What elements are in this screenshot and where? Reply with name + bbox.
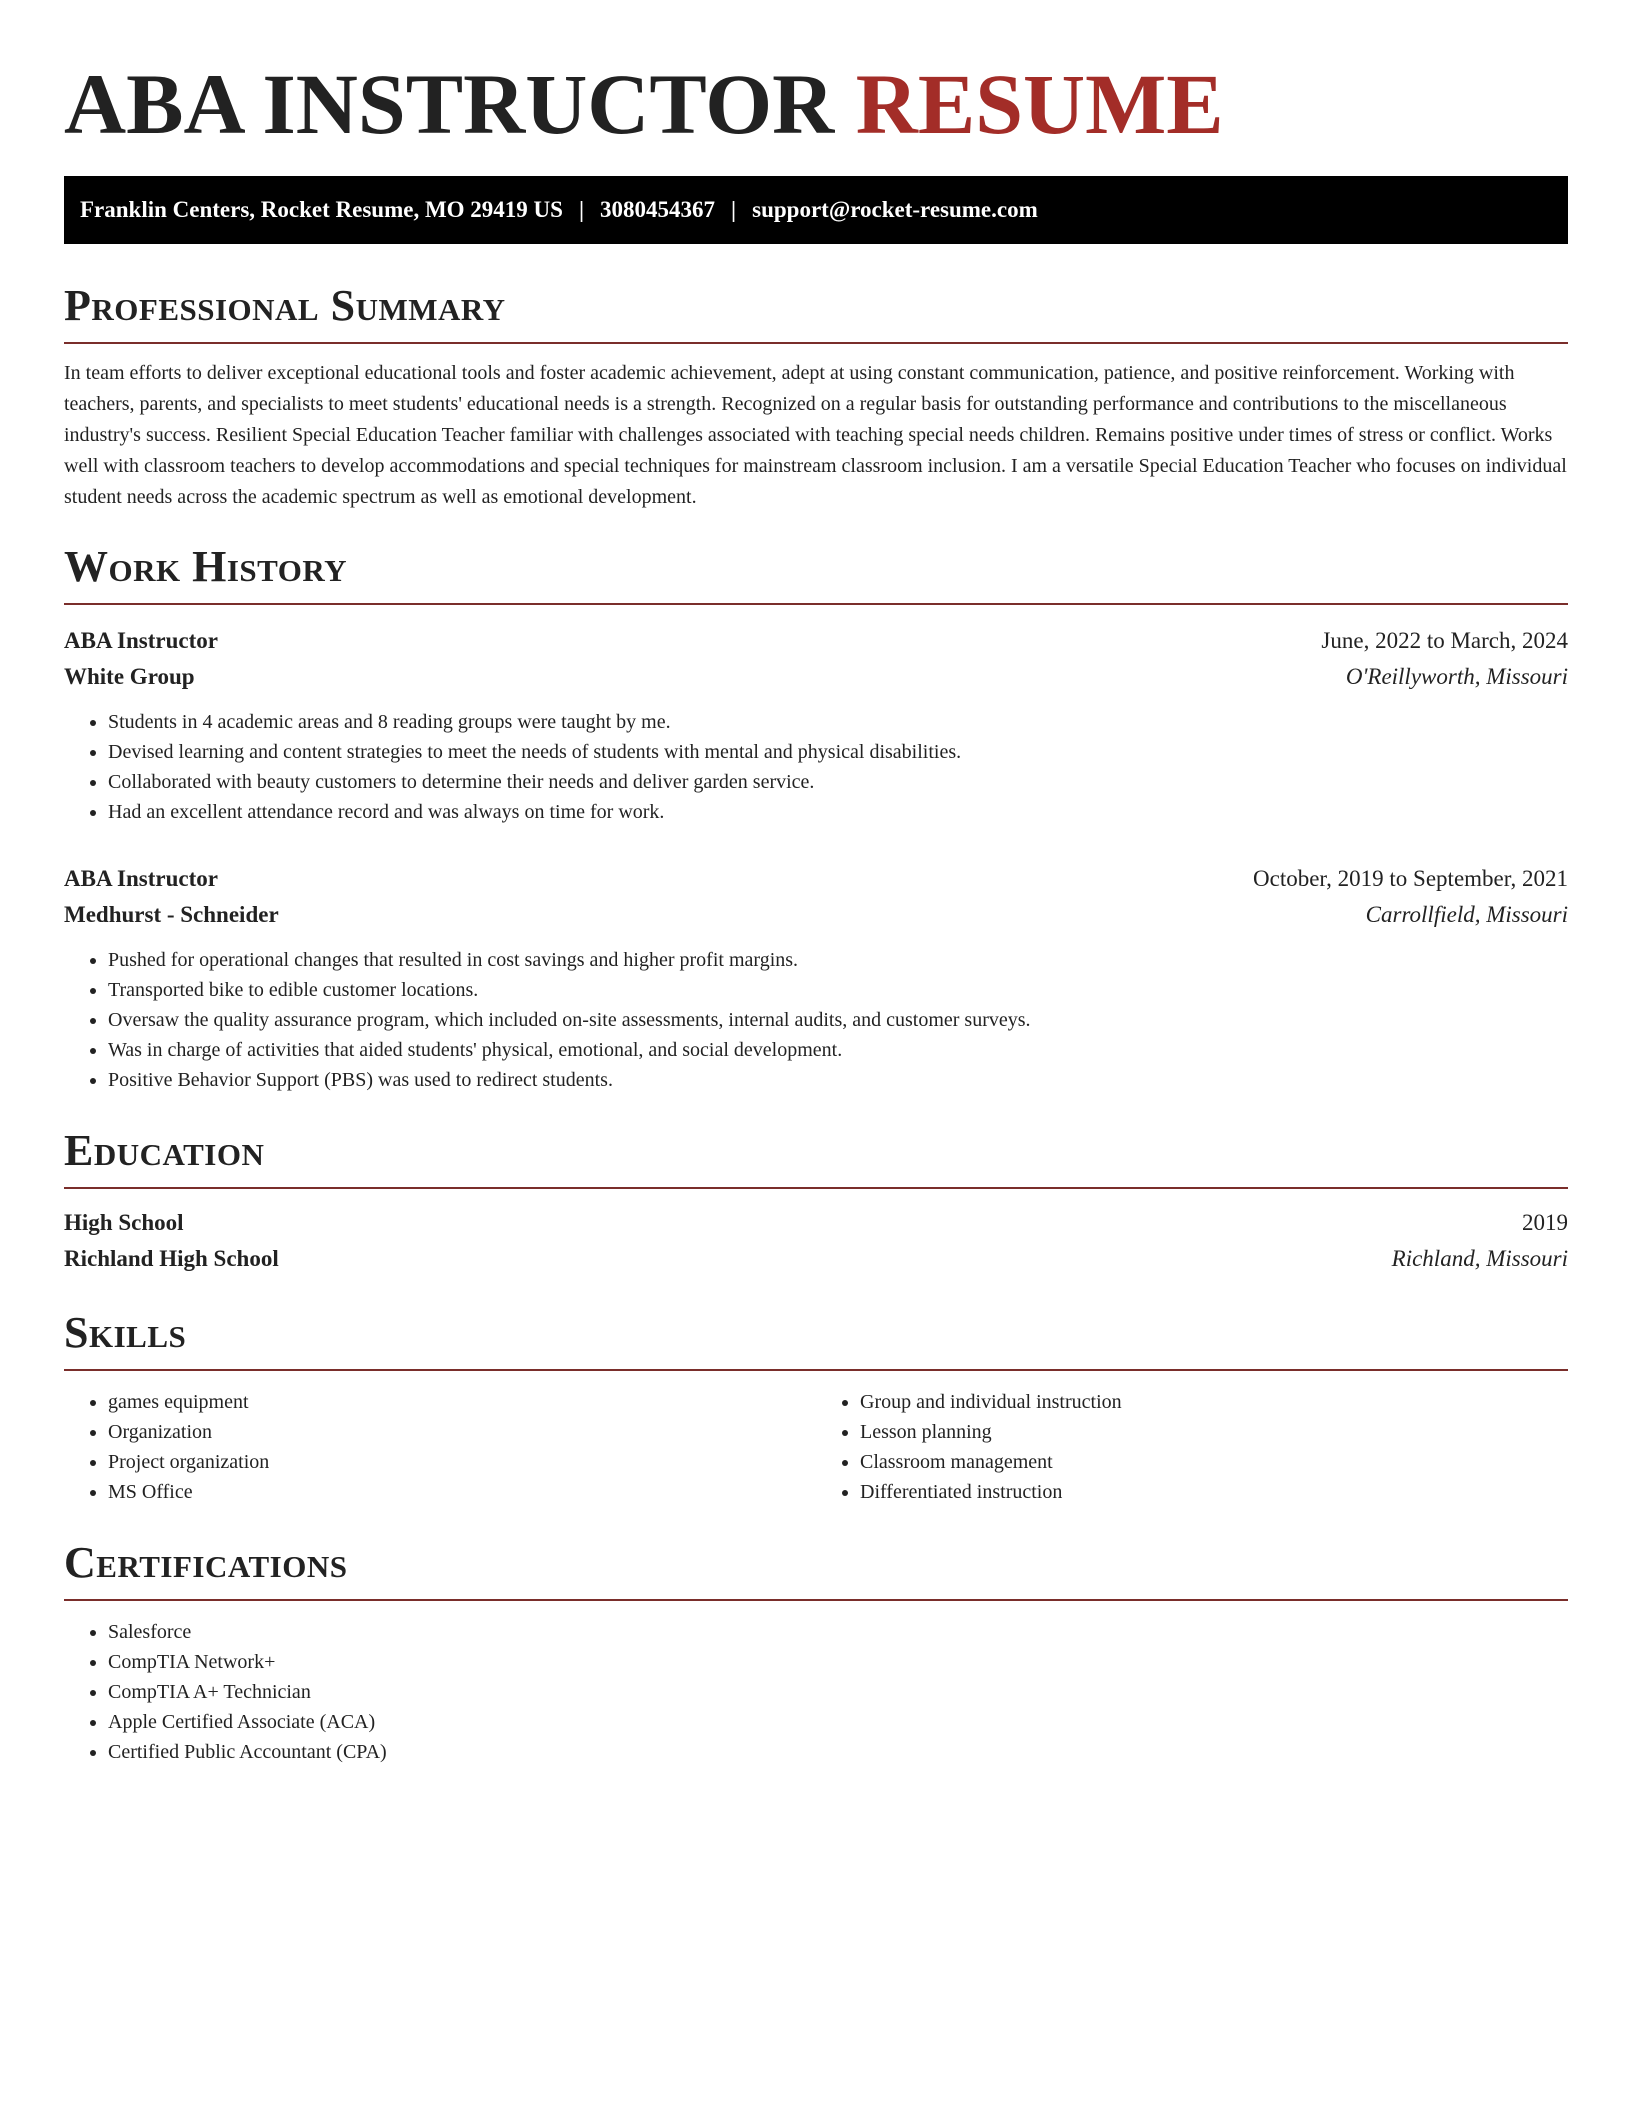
certification-item: • Salesforce [108, 1617, 1568, 1647]
skill-item: • Group and individual instruction [860, 1387, 1568, 1417]
job-company: White Group [64, 664, 195, 689]
education-degree-row [64, 1205, 1568, 1241]
skills-grid [64, 1387, 1568, 1507]
resume-title [64, 0, 1568, 152]
job-dates: June, 2022 to March, 2024 [1321, 628, 1568, 653]
job-title-row [64, 861, 1568, 897]
certification-item: • Apple Certified Associate (ACA) [108, 1707, 1568, 1737]
education-year: 2019 [1522, 1210, 1568, 1235]
job-bullets [64, 707, 1568, 827]
job-company: Medhurst - Schneider [64, 902, 279, 927]
job-location: O'Reillyworth, Missouri [1345, 664, 1568, 689]
education-heading: Education [64, 1125, 1568, 1189]
skill-item: • games equipment [108, 1387, 816, 1417]
job-company-row [64, 659, 1568, 695]
job-bullet: • Students in 4 academic areas and 8 reading groups were taught by me. [108, 707, 1568, 737]
certifications-heading: Certifications [64, 1537, 1568, 1601]
job-entry [64, 861, 1568, 1095]
skills-section [64, 1307, 1568, 1507]
job-title: ABA Instructor [64, 866, 218, 891]
job-bullets [64, 945, 1568, 1095]
skill-item: • MS Office [108, 1477, 816, 1507]
contact-phone: 3080454367 [600, 197, 716, 222]
contact-separator: | [578, 197, 585, 222]
summary-section [64, 280, 1568, 513]
skills-right-column [816, 1387, 1568, 1507]
job-dates: October, 2019 to September, 2021 [1253, 866, 1568, 891]
certification-item: • CompTIA Network+ [108, 1647, 1568, 1677]
certification-item: • CompTIA A+ Technician [108, 1677, 1568, 1707]
job-bullet: • Pushed for operational changes that resulted in cost savings and higher profit margins. [108, 945, 1568, 975]
skill-item: • Classroom management [860, 1447, 1568, 1477]
skill-item: • Project organization [108, 1447, 816, 1477]
job-location: Carrollfield, Missouri [1365, 902, 1568, 927]
skill-item: • Differentiated instruction [860, 1477, 1568, 1507]
education-entry [64, 1205, 1568, 1277]
contact-email[interactable]: support@rocket-resume.com [752, 197, 1038, 222]
work-history-heading: Work History [64, 541, 1568, 605]
skills-left-column [64, 1387, 816, 1507]
job-bullet: • Positive Behavior Support (PBS) was used to redirect students. [108, 1065, 1568, 1095]
job-bullet: • Had an excellent attendance record and was always on time for work. [108, 797, 1568, 827]
job-entry [64, 623, 1568, 827]
certifications-list [64, 1617, 1568, 1767]
education-location: Richland, Missouri [1391, 1246, 1568, 1271]
job-bullet: • Devised learning and content strategies to meet the needs of students with mental and physical disabilities. [108, 737, 1568, 767]
education-school: Richland High School [64, 1246, 279, 1271]
job-title: ABA Instructor [64, 628, 218, 653]
skill-item: • Lesson planning [860, 1417, 1568, 1447]
job-bullet: • Collaborated with beauty customers to determine their needs and deliver garden service. [108, 767, 1568, 797]
summary-text: In team efforts to deliver exceptional educational tools and foster academic achievement, adept at using constant communication, patience, and positive reinforcement. Working with teachers, parents, and specialists to meet students' educational needs is a strength. Recognized on a regular basis for outstanding performance and contributions to the miscellaneous industry's success. Resilient Special Education Teacher familiar with challenges associated with teaching special needs children. Remains positive under times of stress or conflict. Works well with classroom teachers to develop accommodations and special techniques for mainstream classroom inclusion. I am a versatile Special Education Teacher who focuses on individual student needs across the academic spectrum as well as emotional development. [64, 362, 1567, 508]
skills-heading: Skills [64, 1307, 1568, 1371]
job-bullet: • Was in charge of activities that aided students' physical, emotional, and social development. [108, 1035, 1568, 1065]
job-title-row [64, 623, 1568, 659]
contact-address: Franklin Centers, Rocket Resume, MO 29419 US [80, 197, 563, 222]
title-main: ABA INSTRUCTOR [64, 56, 835, 152]
title-accent: RESUME [855, 56, 1224, 152]
education-school-row [64, 1241, 1568, 1277]
certifications-section [64, 1537, 1568, 1767]
job-bullet: • Oversaw the quality assurance program, which included on-site assessments, internal audits, and customer surveys. [108, 1005, 1568, 1035]
summary-heading: Professional Summary [64, 280, 1568, 344]
contact-separator: | [731, 197, 737, 222]
work-history-section [64, 541, 1568, 1095]
education-section [64, 1125, 1568, 1277]
skill-item: • Organization [108, 1417, 816, 1447]
job-bullet: • Transported bike to edible customer locations. [108, 975, 1568, 1005]
job-company-row [64, 897, 1568, 933]
certification-item: • Certified Public Accountant (CPA) [108, 1737, 1568, 1767]
education-degree: High School [64, 1210, 184, 1235]
contact-bar [64, 176, 1568, 244]
